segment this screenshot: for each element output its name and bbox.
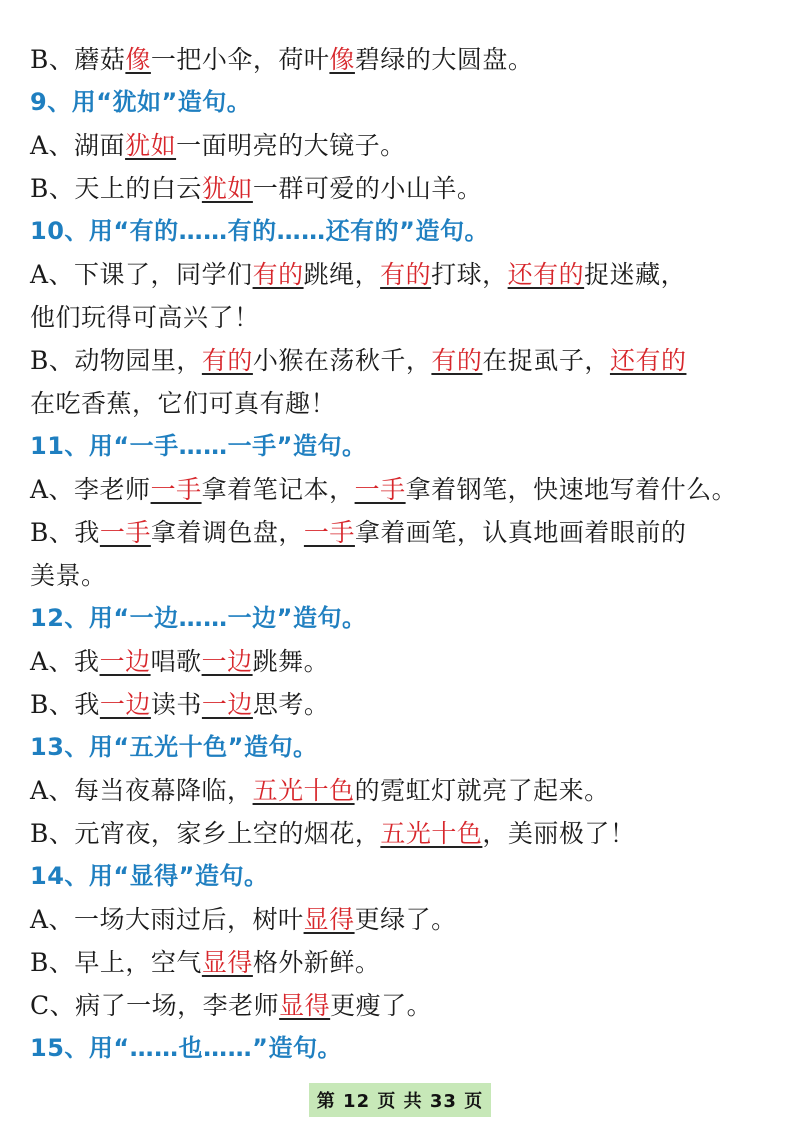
sentence-text: 他们玩得可高兴了！	[30, 303, 260, 332]
highlighted-keyword: 有的	[252, 260, 304, 289]
sentence-text: 更瘦了。	[330, 991, 433, 1020]
exercise-heading: 15、用“……也……”造句。	[30, 1034, 342, 1062]
sentence-text: 格外新鲜。	[252, 948, 381, 977]
sentence-text: 一面明亮的大镜子。	[176, 131, 406, 160]
sentence-text: 的霓虹灯就亮了起来。	[354, 776, 610, 805]
example-sentence	[30, 38, 775, 81]
sentence-text: 小猴在荡秋千，	[252, 346, 432, 375]
sentence-text: 在吃香蕉，它们可真有趣！	[30, 389, 337, 418]
sentence-text: A、湖面	[30, 131, 126, 160]
sentence-text: B、动物园里，	[30, 346, 202, 375]
sentence-text: A、李老师	[30, 475, 151, 504]
sentence-text: 更绿了。	[354, 905, 457, 934]
example-sentence	[30, 640, 775, 683]
sentence-text: 拿着笔记本，	[201, 475, 355, 504]
sentence-text: 跳舞。	[252, 647, 330, 676]
example-sentence	[30, 769, 775, 812]
sentence-text: 思考。	[252, 690, 330, 719]
sentence-text: B、蘑菇	[30, 45, 126, 74]
exercise-heading: 10、用“有的……有的……还有的”造句。	[30, 217, 489, 245]
sentence-text: B、我	[30, 690, 100, 719]
example-sentence	[30, 683, 775, 726]
example-sentence	[30, 812, 775, 855]
highlighted-keyword: 一手	[150, 475, 202, 504]
exercise-heading: 14、用“显得”造句。	[30, 862, 269, 890]
example-sentence	[30, 339, 775, 382]
sentence-text: B、我	[30, 518, 100, 547]
sentence-text: A、我	[30, 647, 100, 676]
highlighted-keyword: 还有的	[609, 346, 687, 375]
example-sentence	[30, 124, 775, 167]
exercise-heading: 11、用“一手……一手”造句。	[30, 432, 367, 460]
sentence-text: C、病了一场，李老师	[30, 991, 280, 1020]
example-sentence	[30, 253, 775, 296]
sentence-text: B、元宵夜，家乡上空的烟花，	[30, 819, 381, 848]
example-sentence	[30, 468, 775, 511]
sentence-text: ，美丽极了！	[482, 819, 636, 848]
highlighted-keyword: 一边	[201, 647, 253, 676]
page-number: 第 12 页 共 33 页	[309, 1083, 491, 1117]
highlighted-keyword: 一手	[354, 475, 406, 504]
highlighted-keyword: 有的	[201, 346, 253, 375]
example-sentence	[30, 382, 775, 425]
sentence-text: 唱歌	[150, 647, 202, 676]
sentence-text: 一把小伞，荷叶	[150, 45, 330, 74]
sentence-text: A、每当夜幕降临，	[30, 776, 253, 805]
sentence-text: A、下课了，同学们	[30, 260, 253, 289]
exercise-heading: 12、用“一边……一边”造句。	[30, 604, 367, 632]
highlighted-keyword: 一边	[99, 690, 151, 719]
highlighted-keyword: 犹如	[201, 174, 253, 203]
highlighted-keyword: 犹如	[125, 131, 177, 160]
sentence-text: 拿着调色盘，	[150, 518, 304, 547]
sentence-text: 一群可爱的小山羊。	[252, 174, 483, 203]
sentence-text: 捉迷藏，	[584, 260, 687, 289]
highlighted-keyword: 五光十色	[252, 776, 355, 805]
highlighted-keyword: 还有的	[507, 260, 585, 289]
highlighted-keyword: 像	[125, 45, 151, 74]
highlighted-keyword: 一边	[201, 690, 253, 719]
highlighted-keyword: 像	[329, 45, 355, 74]
exercise-heading: 13、用“五光十色”造句。	[30, 733, 318, 761]
highlighted-keyword: 有的	[380, 260, 432, 289]
highlighted-keyword: 一手	[99, 518, 151, 547]
highlighted-keyword: 一手	[303, 518, 355, 547]
sentence-text: 美景。	[30, 561, 107, 590]
sentence-text: A、一场大雨过后，树叶	[30, 905, 304, 934]
sentence-text: B、早上，空气	[30, 948, 202, 977]
example-sentence	[30, 984, 775, 1027]
highlighted-keyword: 显得	[279, 991, 331, 1020]
example-sentence	[30, 941, 775, 984]
highlighted-keyword: 五光十色	[380, 819, 483, 848]
sentence-text: 跳绳，	[303, 260, 381, 289]
document-body	[30, 38, 775, 1070]
sentence-text: 打球，	[431, 260, 508, 289]
highlighted-keyword: 显得	[303, 905, 355, 934]
example-sentence	[30, 296, 775, 339]
highlighted-keyword: 一边	[99, 647, 151, 676]
highlighted-keyword: 显得	[201, 948, 253, 977]
sentence-text: 碧绿的大圆盘。	[354, 45, 534, 74]
example-sentence	[30, 554, 775, 597]
sentence-text: 拿着画笔，认真地画着眼前的	[354, 518, 687, 547]
exercise-heading: 9、用“犹如”造句。	[30, 88, 252, 116]
sentence-text: 在捉虱子，	[482, 346, 610, 375]
sentence-text: 拿着钢笔，快速地写着什么。	[405, 475, 738, 504]
page-footer	[0, 1083, 800, 1117]
example-sentence	[30, 511, 775, 554]
highlighted-keyword: 有的	[431, 346, 483, 375]
example-sentence	[30, 898, 775, 941]
sentence-text: B、天上的白云	[30, 174, 202, 203]
sentence-text: 读书	[150, 690, 202, 719]
example-sentence	[30, 167, 775, 210]
